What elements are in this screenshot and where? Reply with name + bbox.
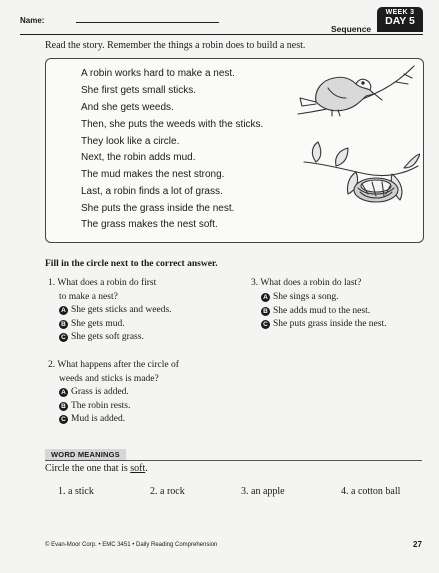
- sequence-label: Sequence: [331, 24, 372, 34]
- answer-text: She gets mud.: [71, 318, 125, 329]
- word-choice[interactable]: 3. an apple: [241, 486, 285, 497]
- bubble-icon[interactable]: B: [59, 320, 68, 329]
- question-3-options: [261, 291, 386, 332]
- story-line: Last, a robin finds a lot of grass.: [81, 186, 223, 197]
- answer-option[interactable]: [59, 413, 130, 427]
- answer-text: She gets sticks and weeds.: [71, 305, 172, 315]
- story-line: She first gets small sticks.: [81, 85, 197, 96]
- page-number: 27: [413, 540, 422, 549]
- story-line: The grass makes the nest soft.: [81, 219, 218, 230]
- answer-option[interactable]: [261, 318, 386, 332]
- answer-option[interactable]: [59, 400, 130, 414]
- story-line: They look like a circle.: [81, 136, 180, 147]
- answer-text: She gets soft grass.: [71, 332, 144, 342]
- word-choice[interactable]: 2. a rock: [150, 486, 185, 497]
- week-label: WEEK 3: [385, 9, 415, 16]
- answer-option[interactable]: [59, 331, 172, 345]
- story-line: And she gets weeds.: [81, 102, 174, 113]
- bubble-icon[interactable]: A: [59, 388, 68, 397]
- question-text: 1. What does a robin do first: [48, 278, 157, 288]
- name-field-line[interactable]: [76, 22, 219, 23]
- word-meanings-prompt: [45, 463, 148, 474]
- word-choice[interactable]: 4. a cotton ball: [341, 486, 401, 497]
- answer-option[interactable]: [261, 305, 386, 319]
- bubble-icon[interactable]: C: [59, 415, 68, 424]
- question-text: to make a nest?: [59, 291, 118, 302]
- story-line: A robin works hard to make a nest.: [81, 68, 235, 79]
- reading-instruction: Read the story. Remember the things a robin does to build a nest.: [45, 40, 306, 51]
- answer-text: She puts grass inside the nest.: [273, 319, 387, 329]
- answer-option[interactable]: [261, 291, 386, 305]
- robin-nest-illustration: [296, 62, 420, 230]
- bubble-icon[interactable]: B: [59, 402, 68, 411]
- word-meanings-rule: [45, 460, 422, 461]
- question-text: weeds and sticks is made?: [59, 373, 159, 384]
- bubble-icon[interactable]: A: [59, 306, 68, 315]
- word-meanings-label: WORD MEANINGS: [45, 449, 126, 460]
- story-line: She puts the grass inside the nest.: [81, 203, 235, 214]
- bubble-icon[interactable]: C: [261, 320, 270, 329]
- story-line: Then, she puts the weeds with the sticks.: [81, 119, 264, 130]
- header-rule: [20, 34, 423, 35]
- bubble-icon[interactable]: A: [261, 293, 270, 302]
- footer-credit: © Evan-Moor Corp. • EMC 3451 • Daily Reading Comprehension: [45, 542, 218, 548]
- prompt-prefix: Circle the one that is: [45, 463, 131, 474]
- story-line: Next, the robin adds mud.: [81, 152, 196, 163]
- bubble-icon[interactable]: C: [59, 333, 68, 342]
- answer-text: Mud is added.: [71, 414, 126, 424]
- question-2-options: [59, 386, 130, 427]
- question-1: [48, 277, 156, 304]
- question-text: 2. What happens after the circle of: [48, 360, 179, 370]
- question-3: [251, 277, 361, 291]
- story-line: The mud makes the nest strong.: [81, 169, 225, 180]
- answer-option[interactable]: [59, 304, 172, 318]
- prompt-word: soft: [130, 463, 146, 474]
- name-label: Name:: [20, 16, 45, 25]
- week-day-badge: [377, 7, 423, 32]
- question-1-options: [59, 304, 172, 345]
- answer-text: The robin rests.: [71, 400, 131, 411]
- fill-instruction: Fill in the circle next to the correct answer.: [45, 259, 218, 269]
- bubble-icon[interactable]: B: [261, 307, 270, 316]
- answer-option[interactable]: [59, 318, 172, 332]
- prompt-suffix: .: [145, 463, 148, 474]
- answer-text: Grass is added.: [71, 387, 129, 397]
- answer-text: She sings a song.: [273, 292, 339, 302]
- answer-option[interactable]: [59, 386, 130, 400]
- answer-text: She adds mud to the nest.: [273, 305, 371, 316]
- question-2: [48, 359, 179, 386]
- word-choice[interactable]: 1. a stick: [58, 486, 94, 497]
- question-text: 3. What does a robin do last?: [251, 278, 362, 288]
- day-label: DAY 5: [385, 15, 415, 28]
